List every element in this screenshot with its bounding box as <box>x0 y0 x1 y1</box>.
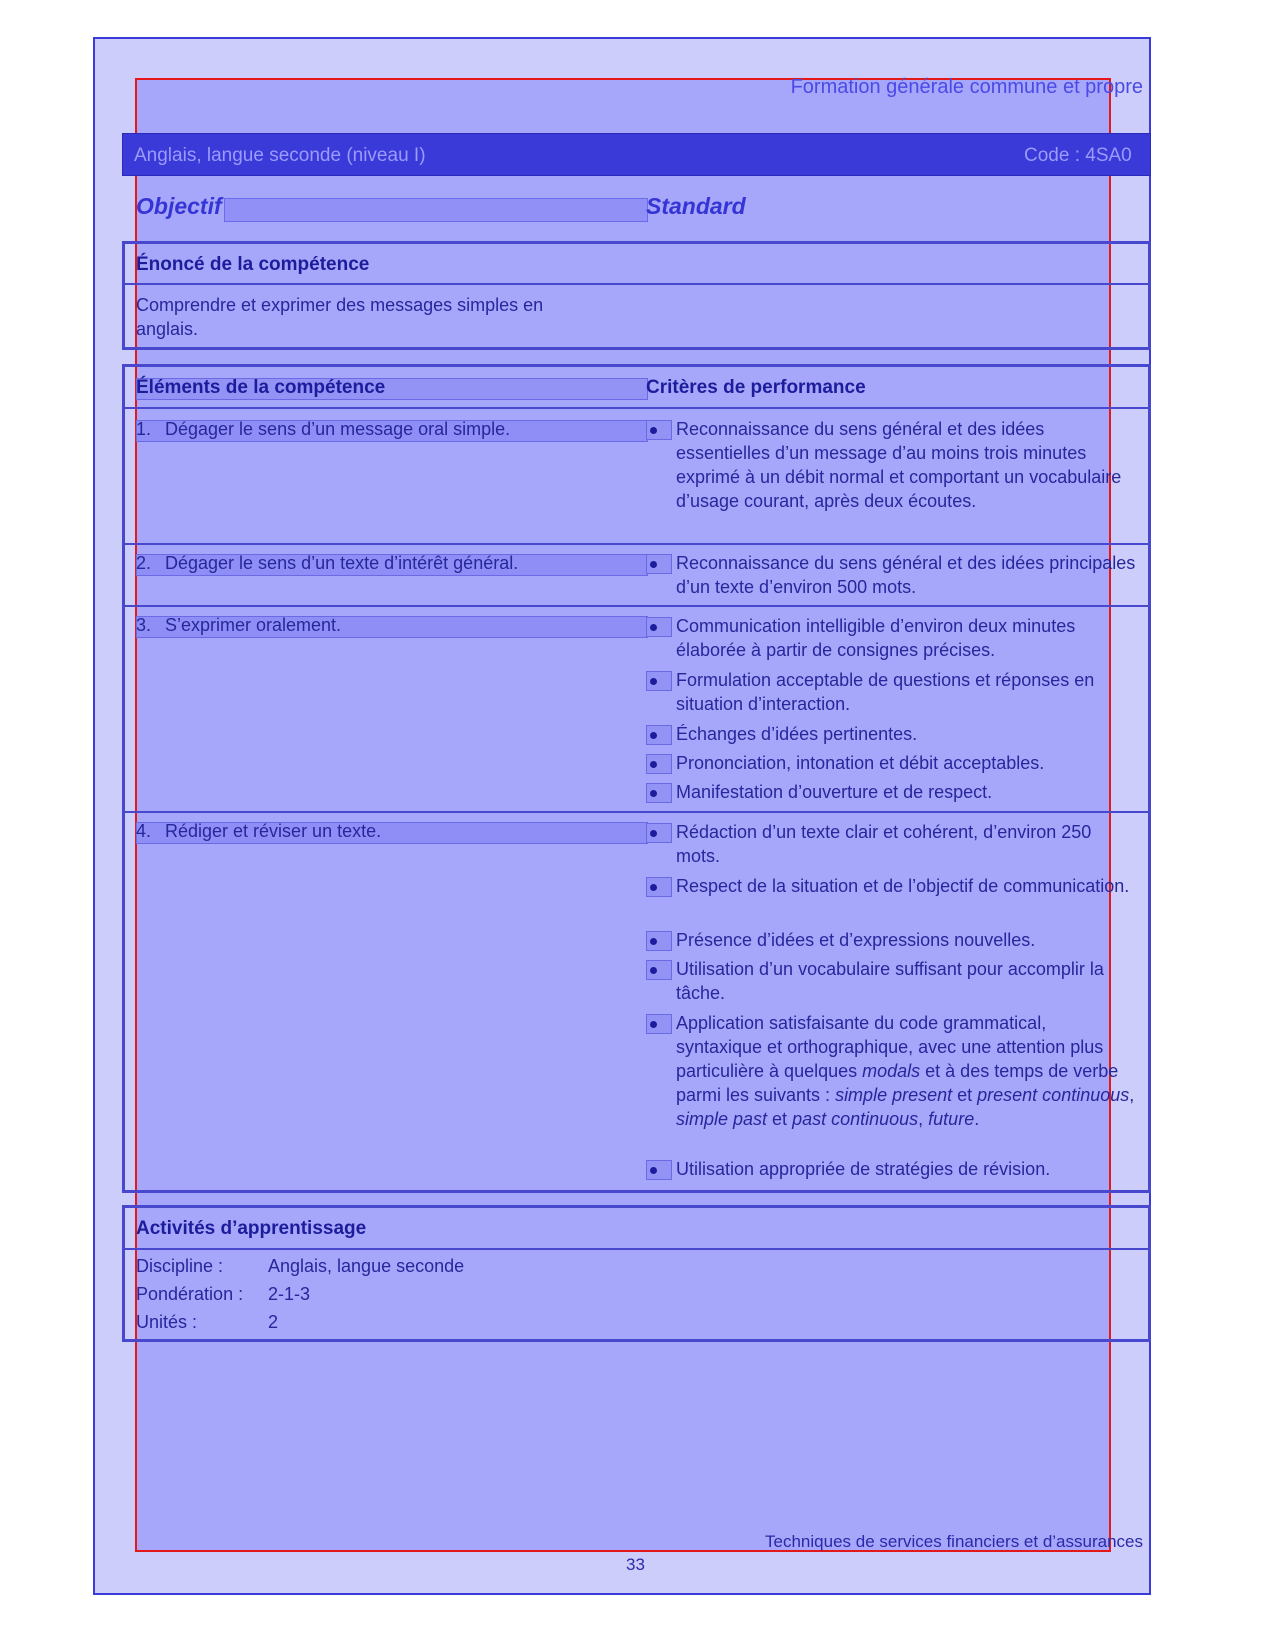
bullet-icon <box>646 1014 672 1034</box>
bullet-icon <box>646 617 672 637</box>
bullet-icon <box>646 877 672 897</box>
enonce-text-line1: Comprendre et exprimer des messages simples en <box>136 295 544 315</box>
bullet-icon <box>646 671 672 691</box>
activites-title: Activités d’apprentissage <box>136 1218 367 1239</box>
activites-separator <box>124 1248 1149 1250</box>
criterion: Échanges d’idées pertinentes. <box>676 724 918 744</box>
element-text: Dégager le sens d’un texte d’intérêt général. <box>165 553 519 573</box>
element-number: 1. <box>136 419 152 439</box>
bullet-icon <box>646 960 672 980</box>
element-text: Rédiger et réviser un texte. <box>165 821 382 841</box>
page-number: 33 <box>626 1555 645 1574</box>
element-number: 3. <box>136 615 152 635</box>
discipline-value: Anglais, langue seconde <box>268 1256 465 1276</box>
row-separator <box>124 605 1149 607</box>
bullet-icon <box>646 754 672 774</box>
element-number: 4. <box>136 821 152 841</box>
bullet-icon <box>646 783 672 803</box>
criterion: Manifestation d’ouverture et de respect. <box>676 782 993 802</box>
enonce-text-line2: anglais. <box>136 319 199 339</box>
enonce-title: Énoncé de la compétence <box>136 254 370 275</box>
criterion: Communication intelligible d’environ deux minutes élaborée à partir de consignes précises. <box>676 616 1076 660</box>
header-section-title: Formation générale commune et propre <box>790 76 1143 98</box>
criterion: Reconnaissance du sens général et des idées essentielles d’un message d’au moins trois minutes exprimé à un débit normal et comportant un vocabulaire d’usage courant, après deux écoutes. <box>676 419 1122 511</box>
footer-program: Techniques de services financiers et d’assurances <box>765 1532 1143 1551</box>
col1-header: Éléments de la compétence <box>136 377 386 398</box>
standard-label: Standard <box>646 193 746 219</box>
criterion: Rédaction d’un texte clair et cohérent, d’environ 250 mots. <box>676 822 1092 866</box>
criterion: Présence d’idées et d’expressions nouvelles. <box>676 930 1036 950</box>
element-number: 2. <box>136 553 152 573</box>
criterion: Utilisation appropriée de stratégies de révision. <box>676 1159 1051 1179</box>
unites-value: 2 <box>268 1312 279 1332</box>
criterion: Prononciation, intonation et débit acceptables. <box>676 753 1045 773</box>
criterion: Respect de la situation et de l’objectif de communication. <box>676 876 1130 896</box>
enonce-separator <box>124 283 1149 285</box>
unites-label: Unités : <box>136 1312 198 1332</box>
bullet-icon <box>646 725 672 745</box>
bullet-icon <box>646 823 672 843</box>
criterion: Reconnaissance du sens général et des idées principales d’un texte d’environ 500 mots. <box>676 553 1136 597</box>
bullet-icon <box>646 554 672 574</box>
criterion: Utilisation d’un vocabulaire suffisant pour accomplir la tâche. <box>676 959 1104 1003</box>
objective-label: Objectif <box>136 193 222 219</box>
objective-divider <box>224 198 648 222</box>
bullet-icon <box>646 1160 672 1180</box>
table-header-separator <box>124 407 1149 409</box>
element-text: Dégager le sens d’un message oral simple. <box>165 419 511 439</box>
ponderation-label: Pondération : <box>136 1284 244 1304</box>
element-text: S’exprimer oralement. <box>165 615 342 635</box>
col2-header: Critères de performance <box>646 377 866 398</box>
criterion-grammar: Application satisfaisante du code grammatical, syntaxique et orthographique, avec une attention plus particulière à quelques modals et à des temps de verbe parmi les suivants : simple present et present continuous, simple past et past continuous, future. <box>676 1013 1135 1129</box>
ponderation-value: 2-1-3 <box>268 1284 311 1304</box>
course-code: Code : 4SA0 <box>1024 145 1132 166</box>
criterion: Formulation acceptable de questions et réponses en situation d’interaction. <box>676 670 1095 714</box>
bullet-icon <box>646 420 672 440</box>
course-title: Anglais, langue seconde (niveau I) <box>134 145 426 166</box>
row-separator <box>124 543 1149 545</box>
bullet-icon <box>646 931 672 951</box>
row-separator <box>124 811 1149 813</box>
discipline-label: Discipline : <box>136 1256 224 1276</box>
